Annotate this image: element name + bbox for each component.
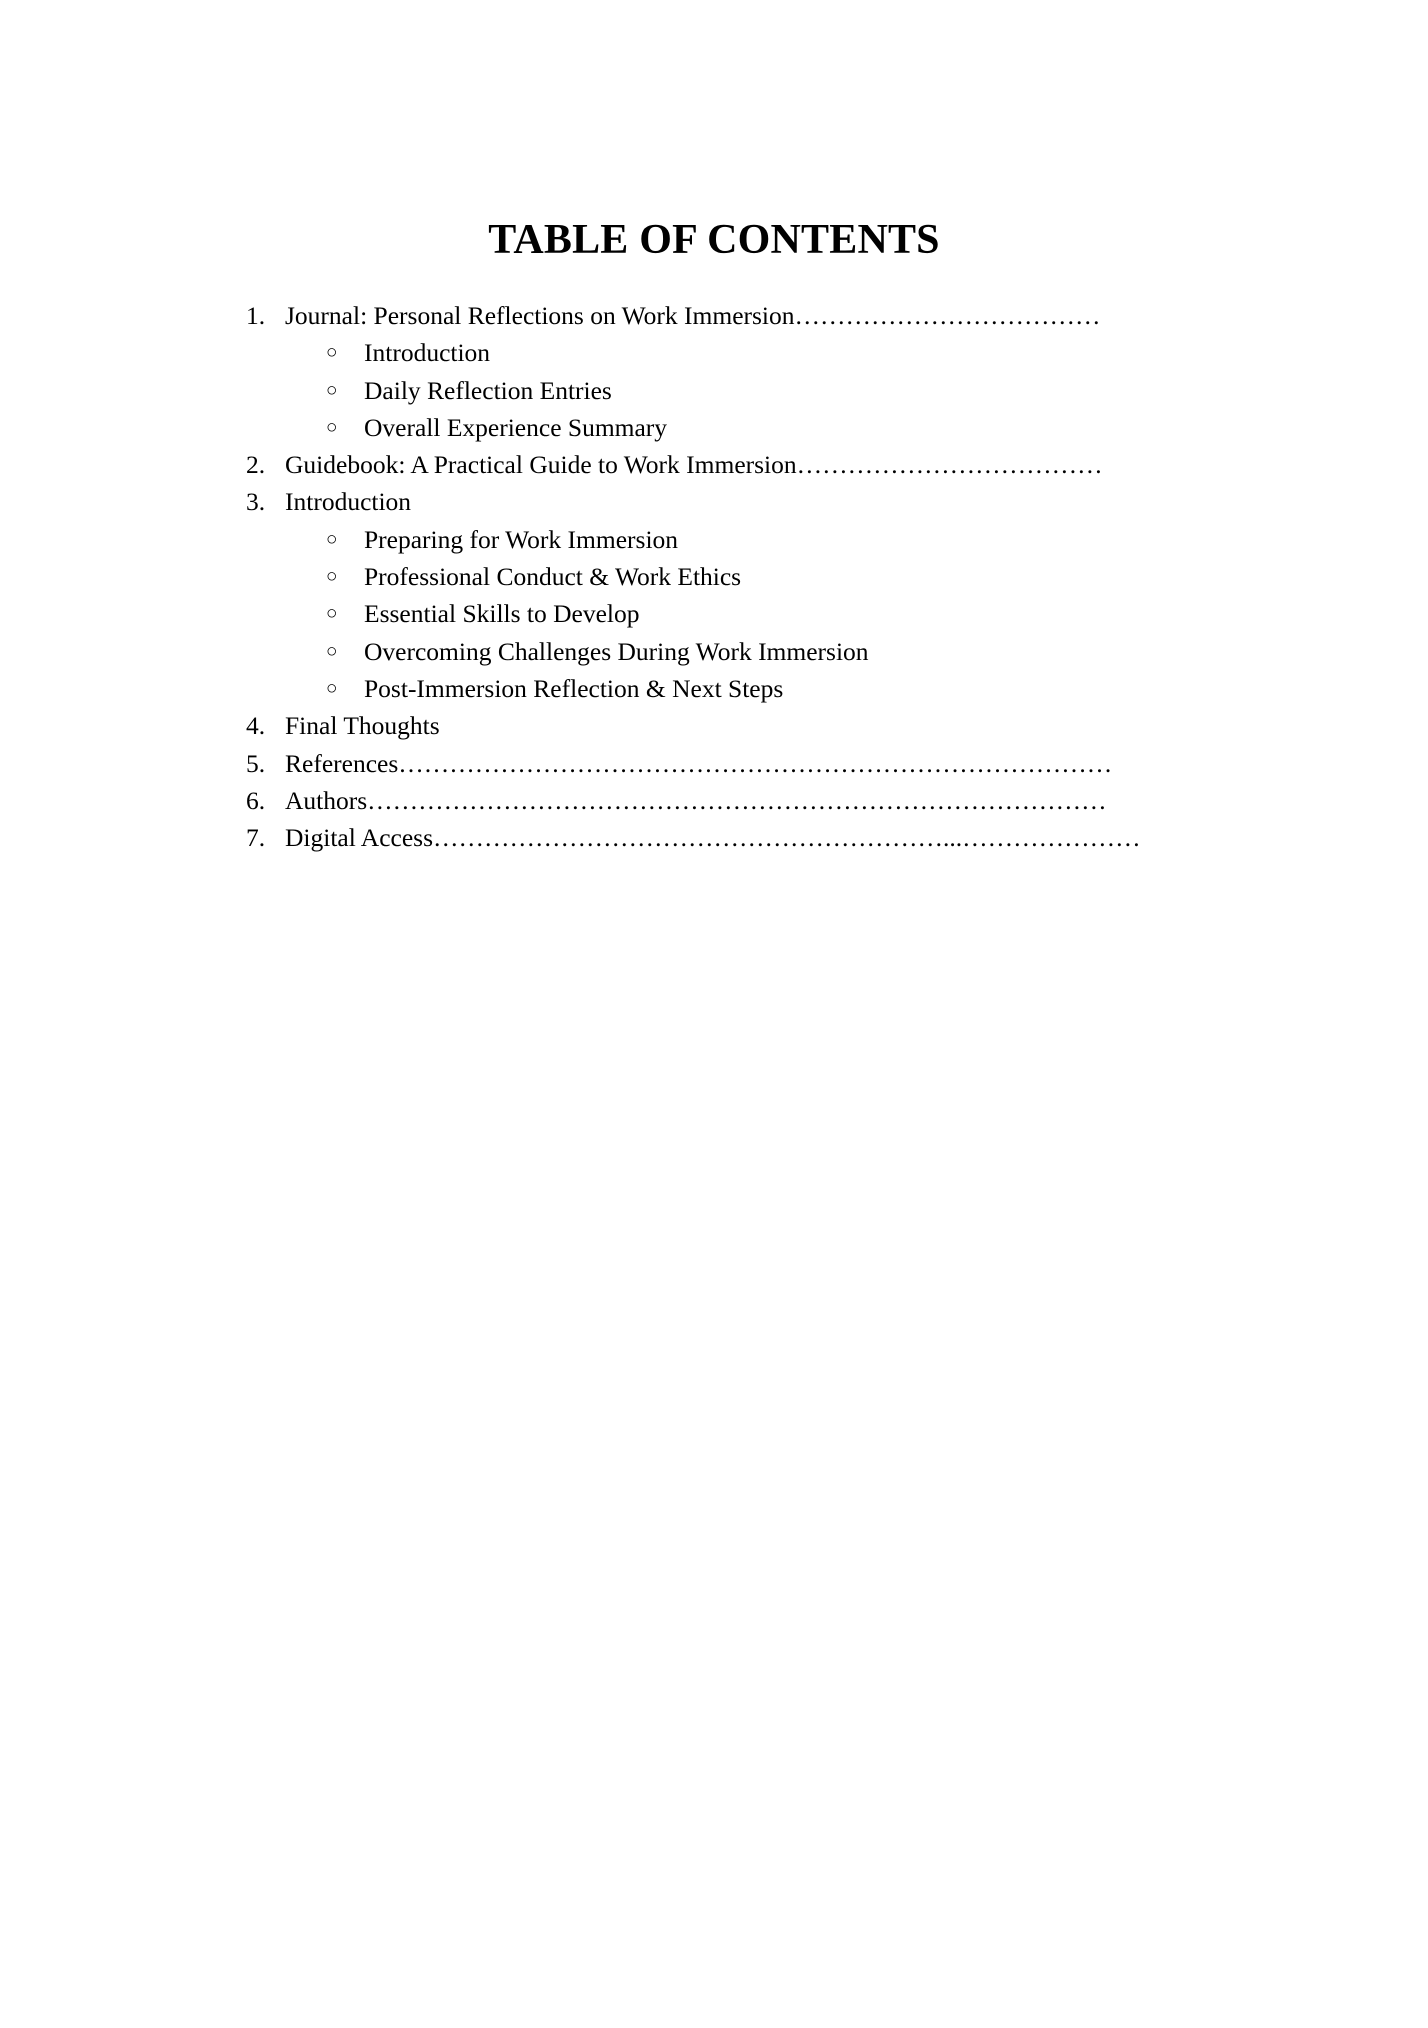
toc-entry-journal[interactable] [0,297,1428,334]
dot-leader: ……………………………… [796,450,1103,480]
toc-entry-label: Authors…………………………………………………………………………… [285,785,1107,815]
dot-leader: …………………………………………………………………………… [367,785,1107,815]
toc-entry-label: Introduction [285,487,412,517]
toc-subitem[interactable] [0,633,1428,670]
hollow-circle-bullet-icon: ○ [326,416,338,438]
dot-leader: ……………………………… [794,301,1101,330]
page-title: TABLE OF CONTENTS [488,217,940,263]
toc-entry-references[interactable] [0,745,1428,782]
toc-entry-number: 6. [246,785,266,815]
toc-entry-number: 3. [246,487,266,517]
dot-leader: ………………………………………………………………………… [398,748,1113,778]
toc-subitem-label: Post-Immersion Reflection & Next Steps [364,673,784,703]
toc-entry-final-thoughts[interactable] [0,707,1428,744]
hollow-circle-bullet-icon: ○ [326,640,338,662]
toc-entry-number: 7. [246,823,266,853]
hollow-circle-bullet-icon: ○ [326,677,338,699]
hollow-circle-bullet-icon: ○ [326,379,338,401]
hollow-circle-bullet-icon: ○ [326,603,338,625]
toc-entry-authors[interactable] [0,782,1428,819]
toc-subitem[interactable] [0,670,1428,707]
toc-entry-label: Digital Access……………………………………………………...………………… [285,823,1141,853]
toc-subitem[interactable] [0,595,1428,632]
toc-entry-number: 1. [246,301,266,330]
toc-subitem-label: Essential Skills to Develop [364,599,640,629]
toc-entry-number: 2. [246,450,266,480]
table-of-contents [0,297,1428,856]
toc-subitem-label: Daily Reflection Entries [364,375,612,405]
toc-entry-label: Final Thoughts [285,711,440,741]
toc-subitem[interactable] [0,372,1428,409]
toc-entry-introduction[interactable] [0,483,1428,520]
hollow-circle-bullet-icon: ○ [326,528,338,550]
toc-subitem[interactable] [0,521,1428,558]
toc-subitem-label: Introduction [364,338,491,368]
toc-subitem[interactable] [0,558,1428,595]
toc-entry-number: 5. [246,748,266,778]
toc-subitem-label: Preparing for Work Immersion [364,524,679,554]
toc-subitem[interactable] [0,334,1428,371]
toc-entry-label: References………………………………………………………………………… [285,748,1113,778]
hollow-circle-bullet-icon: ○ [326,342,338,364]
toc-entry-digital-access[interactable] [0,819,1428,856]
dot-leader: ……………………………………………………...………………… [433,823,1141,853]
toc-subitem-label: Overall Experience Summary [364,412,668,442]
toc-entry-guidebook[interactable] [0,446,1428,483]
toc-entry-label: Guidebook: A Practical Guide to Work Immersion……………………………… [285,450,1103,480]
toc-entry-number: 4. [246,711,266,741]
toc-subitem-label: Professional Conduct & Work Ethics [364,562,742,592]
toc-entry-label: Journal: Personal Reflections on Work Immersion……………………………… [285,301,1101,330]
toc-subitem[interactable] [0,409,1428,446]
hollow-circle-bullet-icon: ○ [326,566,338,588]
toc-subitem-label: Overcoming Challenges During Work Immersion [364,636,869,666]
